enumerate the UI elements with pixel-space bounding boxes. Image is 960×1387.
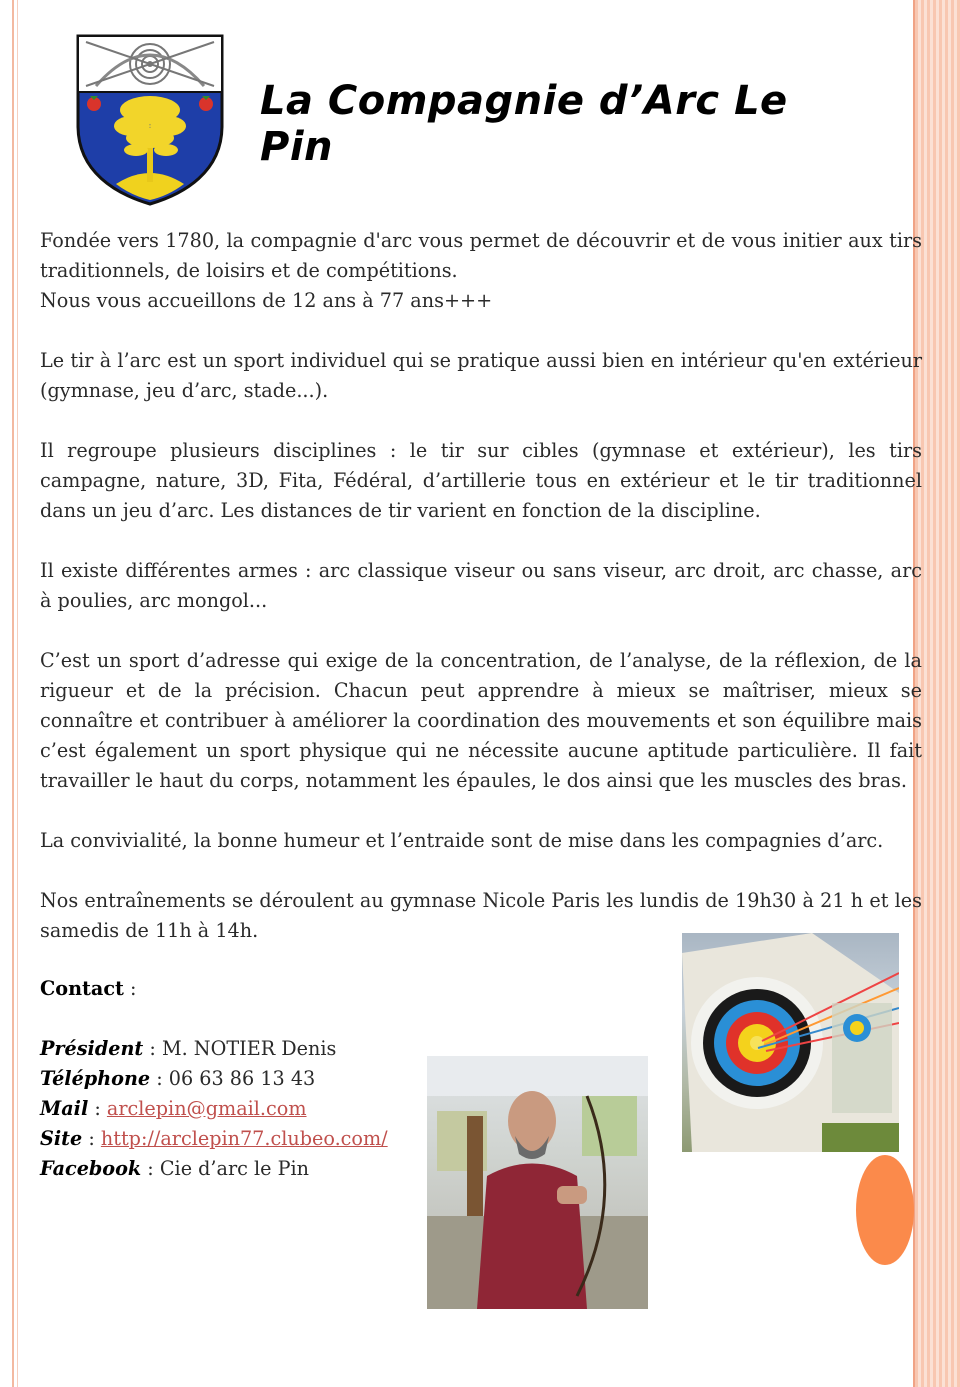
archer-photo <box>427 1056 648 1309</box>
paragraph-weapons: Il existe différentes armes : arc classique viseur ou sans viseur, arc droit, arc chasse, arc à poulies, arc mongol... <box>40 559 922 612</box>
left-border-rule-inner <box>17 0 18 1387</box>
left-border-rule <box>12 0 14 1387</box>
paragraph-foundation: Fondée vers 1780, la compagnie d'arc vous permet de découvrir et de vous initier aux tirs traditionnels, de loisirs et de compétitions. <box>40 229 922 282</box>
paragraph-disciplines: Il regroupe plusieurs disciplines : le tir sur cibles (gymnase et extérieur), les tirs campagne, nature, 3D, Fita, Fédéral, d’artillerie tous en extérieur et le tir traditionnel dans un jeu d’arc. Les distances de tir varient en fonction de la discipline. <box>40 439 922 522</box>
mail-link[interactable]: arclepin@gmail.com <box>106 1097 307 1120</box>
archery-target-photo <box>682 933 899 1152</box>
page-title: La Compagnie d’Arc Le Pin <box>260 78 788 170</box>
contact-site: Site : http://arclepin77.clubeo.com/ <box>40 1127 388 1150</box>
paragraph-training: Nos entraînements se déroulent au gymnase Nicole Paris les lundis de 19h30 à 21 h et les samedis de 11h à 14h. <box>40 889 922 942</box>
paragraph-skills: C’est un sport d’adresse qui exige de la concentration, de l’analyse, de la réflexion, de la rigueur et de la précision. Chacun peut apprendre à mieux se maîtriser, mieux se connaître et contribuer à améliorer la coordination des mouvements et son équilibre mais c’est également un sport physique qui ne nécessite aucune aptitude particulière. Il fait travailler le haut du corps, notamment les épaules, le dos ainsi que les muscles des bras. <box>40 649 922 792</box>
article-body <box>40 226 922 976</box>
contact-phone: Téléphone : 06 63 86 13 43 <box>40 1067 316 1090</box>
paragraph-ages: Nous vous accueillons de 12 ans à 77 ans+++ <box>40 289 493 312</box>
site-link[interactable]: http://arclepin77.clubeo.com/ <box>100 1127 388 1150</box>
contact-heading: Contact : <box>40 977 137 1000</box>
coat-of-arms-logo <box>76 34 224 206</box>
contact-president: Président : M. NOTIER Denis <box>40 1037 337 1060</box>
contact-section <box>40 974 440 1184</box>
contact-facebook: Facebook : Cie d’arc le Pin <box>40 1157 309 1180</box>
paragraph-conviviality: La convivialité, la bonne humeur et l’entraide sont de mise dans les compagnies d’arc. <box>40 829 884 852</box>
decorative-orange-oval <box>856 1155 914 1265</box>
contact-mail: Mail : arclepin@gmail.com <box>40 1097 307 1120</box>
paragraph-sport: Le tir à l’arc est un sport individuel qui se pratique aussi bien en intérieur qu'en extérieur (gymnase, jeu d’arc, stade...). <box>40 349 922 402</box>
